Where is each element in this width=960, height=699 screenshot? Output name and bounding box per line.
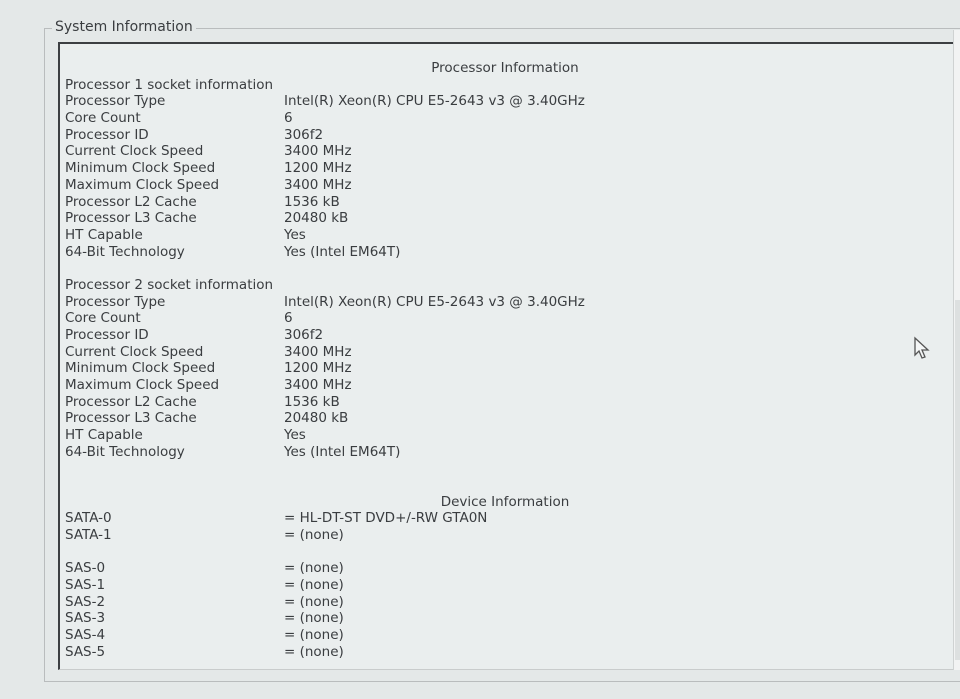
info-label: Processor L2 Cache — [65, 393, 197, 410]
info-row — [65, 210, 945, 227]
info-label: SAS-2 — [65, 593, 106, 610]
mouse-pointer-icon — [913, 336, 933, 364]
info-label: Maximum Clock Speed — [65, 377, 220, 394]
info-value: 306f2 — [284, 327, 324, 343]
info-row — [65, 577, 945, 594]
info-label: Minimum Clock Speed — [65, 160, 216, 177]
info-label: Processor L2 Cache — [65, 193, 197, 210]
info-label: Maximum Clock Speed — [65, 176, 220, 193]
info-label: Processor L3 Cache — [65, 210, 197, 227]
info-value: Yes (Intel EM64T) — [284, 443, 401, 460]
info-row — [65, 610, 945, 627]
info-row — [65, 377, 945, 394]
info-value: = (none) — [284, 593, 344, 610]
info-label: HT Capable — [65, 226, 143, 243]
info-row — [65, 143, 945, 160]
info-row — [65, 244, 945, 261]
info-row — [65, 394, 945, 411]
info-label: Processor Type — [65, 93, 166, 110]
info-value: Yes — [284, 226, 306, 243]
info-panel — [58, 42, 955, 670]
info-row — [65, 360, 945, 377]
info-row — [65, 444, 945, 461]
info-label: Processor Type — [65, 293, 166, 310]
spacer — [65, 260, 945, 277]
info-row — [65, 527, 945, 544]
info-label: Core Count — [65, 110, 141, 127]
info-label: Minimum Clock Speed — [65, 360, 216, 377]
info-row — [65, 594, 945, 611]
info-value: 3400 MHz — [284, 343, 352, 360]
socket-header: Processor 1 socket information — [65, 76, 274, 93]
info-value: 1200 MHz — [284, 360, 352, 377]
info-row — [65, 327, 945, 344]
info-content — [65, 60, 945, 660]
device-info-title: Device Information — [440, 493, 570, 510]
info-value: = (none) — [284, 526, 344, 543]
group-title: System Information — [52, 19, 196, 35]
info-row — [65, 110, 945, 127]
info-value: 6 — [284, 110, 293, 127]
info-row — [65, 160, 945, 177]
info-row — [65, 344, 945, 361]
info-label: SAS-3 — [65, 610, 106, 627]
info-row — [65, 310, 945, 327]
info-row — [65, 510, 945, 527]
info-row — [65, 177, 945, 194]
info-value: 1200 MHz — [284, 160, 352, 177]
info-value: = (none) — [284, 643, 344, 660]
info-value: Intel(R) Xeon(R) CPU E5-2643 v3 @ 3.40GHz — [284, 293, 585, 310]
info-label: SAS-1 — [65, 576, 106, 593]
info-row — [65, 410, 945, 427]
info-label: HT Capable — [65, 427, 143, 444]
info-row — [65, 294, 945, 311]
info-label: Current Clock Speed — [65, 143, 204, 160]
info-row — [65, 560, 945, 577]
info-value: 1536 kB — [284, 393, 340, 410]
info-row — [65, 194, 945, 211]
info-label: SATA-0 — [65, 510, 112, 527]
info-value: = (none) — [284, 610, 344, 627]
info-label: SAS-5 — [65, 643, 106, 660]
info-value: 3400 MHz — [284, 143, 352, 160]
info-row — [65, 227, 945, 244]
info-value: Yes (Intel EM64T) — [284, 243, 401, 260]
info-value: = (none) — [284, 560, 344, 577]
info-label: SATA-1 — [65, 526, 112, 543]
info-label: Processor L3 Cache — [65, 410, 197, 427]
info-value: 3400 MHz — [284, 377, 352, 394]
info-label: Processor ID — [65, 327, 149, 343]
info-label: Current Clock Speed — [65, 343, 204, 360]
info-value: Intel(R) Xeon(R) CPU E5-2643 v3 @ 3.40GHz — [284, 93, 585, 110]
scrollbar-thumb[interactable] — [955, 300, 960, 660]
info-value: 6 — [284, 310, 293, 327]
info-label: 64-Bit Technology — [65, 443, 185, 460]
info-value: 20480 kB — [284, 410, 349, 427]
info-value: 3400 MHz — [284, 176, 352, 193]
info-row — [65, 127, 945, 144]
info-row — [65, 627, 945, 644]
info-value: = HL-DT-ST DVD+/-RW GTA0N — [284, 510, 488, 527]
info-value: 306f2 — [284, 126, 324, 143]
processor-info-title: Processor Information — [431, 60, 579, 76]
info-label: Processor ID — [65, 126, 149, 143]
info-row — [65, 93, 945, 110]
info-label: SAS-4 — [65, 627, 106, 643]
info-label: Core Count — [65, 310, 141, 327]
info-row — [65, 427, 945, 444]
info-label: 64-Bit Technology — [65, 243, 185, 260]
info-value: = (none) — [284, 576, 344, 593]
info-value: = (none) — [284, 627, 344, 643]
spacer — [65, 461, 945, 494]
info-value: 1536 kB — [284, 193, 340, 210]
info-row — [65, 644, 945, 661]
spacer — [65, 544, 945, 561]
info-value: 20480 kB — [284, 210, 349, 227]
info-value: Yes — [284, 427, 306, 444]
socket-header: Processor 2 socket information — [65, 276, 274, 293]
info-label: SAS-0 — [65, 560, 106, 577]
